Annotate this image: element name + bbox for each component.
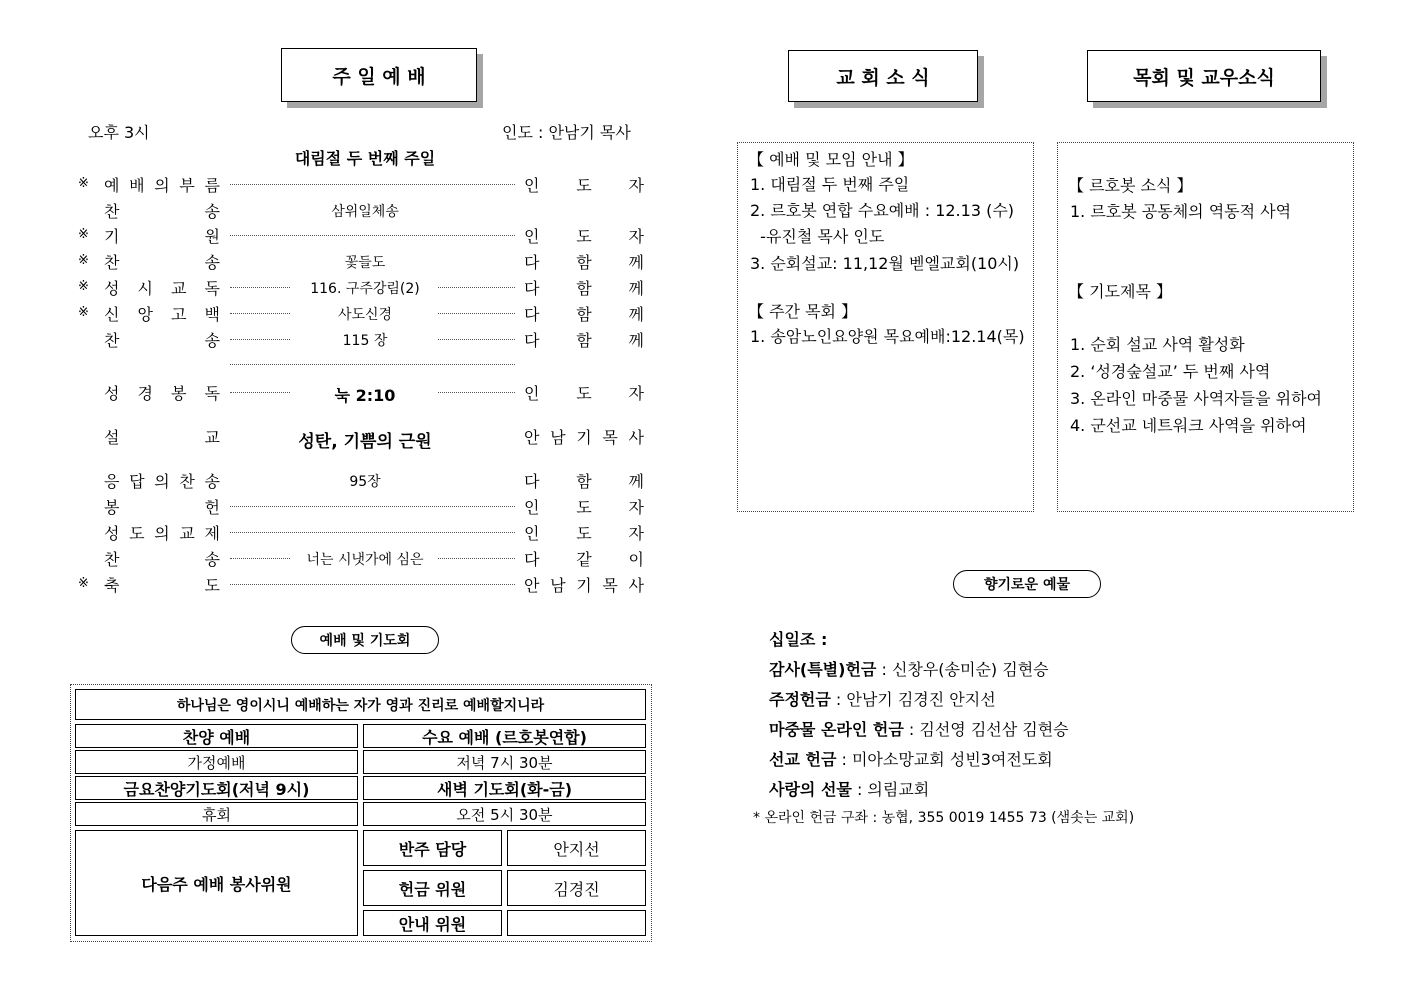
order-responsible: 인 도 자 xyxy=(524,384,644,403)
order-content: 성탄, 기쁨의 근원 xyxy=(298,432,432,452)
news-head-2: 【 주간 목회 】 xyxy=(748,302,858,321)
offering-label: 마중물 온라인 헌금 xyxy=(769,720,904,739)
news-item-4: 3. 순회설교: 11,12월 벧엘교회(10시) xyxy=(750,254,1020,273)
dotted-leader xyxy=(230,584,515,585)
order-label: 봉 헌 xyxy=(104,498,220,517)
order-label: 신 앙 고 백 xyxy=(104,305,220,324)
order-mark: ※ xyxy=(78,176,89,191)
value-dawn: 오전 5시 30분 xyxy=(363,802,646,826)
news-head-1: 【 예배 및 모임 안내 】 xyxy=(748,150,914,169)
dotted-leader xyxy=(438,392,515,393)
accompanist-label: 반주 담당 xyxy=(363,830,502,866)
order-responsible: 인 도 자 xyxy=(524,524,644,543)
order-label: 찬 송 xyxy=(104,331,220,350)
pastoral-head-1: 【 르호봇 소식 】 xyxy=(1068,176,1193,195)
order-responsible: 인 도 자 xyxy=(524,227,644,246)
worship-leader: 인도 : 안남기 목사 xyxy=(502,123,631,142)
pastoral-title: 목회 및 교우소식 xyxy=(1087,50,1321,102)
value-wednesday: 저녁 7시 30분 xyxy=(363,750,646,774)
offering-row xyxy=(769,687,996,710)
offering-row xyxy=(769,657,1049,680)
order-label: 찬 송 xyxy=(104,253,220,272)
dotted-leader xyxy=(438,558,515,559)
offering-label: 사랑의 선물 xyxy=(769,780,852,799)
servants-label: 다음주 예배 봉사위원 xyxy=(75,830,358,936)
offering-label: 선교 헌금 xyxy=(769,750,837,769)
order-content: 사도신경 xyxy=(337,307,393,323)
order-responsible: 다 함 께 xyxy=(524,472,644,491)
order-responsible: 다 같 이 xyxy=(524,550,644,569)
order-label: 성 도 의 교 제 xyxy=(104,524,220,543)
dotted-leader xyxy=(230,558,290,559)
order-content: 115 장 xyxy=(342,333,388,349)
offering-committee-value: 김경진 xyxy=(507,870,646,906)
order-responsible: 다 함 께 xyxy=(524,305,644,324)
header-dawn: 새벽 기도회(화-금) xyxy=(363,776,646,800)
order-content: 95장 xyxy=(349,474,381,490)
news-item-2: 2. 르호봇 연합 수요예배 : 12.13 (수) xyxy=(750,201,1015,220)
order-responsible: 안 남 기 목 사 xyxy=(524,576,644,595)
offering-names: : 안남기 김경진 안지선 xyxy=(830,690,996,709)
offering-names: : 김선영 김선삼 김현승 xyxy=(903,720,1069,739)
usher-label: 안내 위원 xyxy=(363,910,502,936)
offering-label: 주정헌금 xyxy=(769,690,831,709)
offering-row xyxy=(769,747,1053,770)
dotted-leader xyxy=(438,339,515,340)
order-content: 꽃들도 xyxy=(344,255,386,271)
dotted-leader xyxy=(230,235,515,236)
order-label: 성 경 봉 독 xyxy=(104,384,220,403)
value-praise: 가정예배 xyxy=(75,750,358,774)
verse-cell: 하나님은 영이시니 예배하는 자가 영과 진리로 예배할지니라 xyxy=(75,689,646,720)
offering-row xyxy=(769,717,1069,740)
order-content: 삼위일체송 xyxy=(331,204,399,220)
news-item-3: -유진철 목사 인도 xyxy=(750,227,885,246)
order-mark: ※ xyxy=(78,305,89,320)
accompanist-value: 안지선 xyxy=(507,830,646,866)
prayer-item-1: 1. 순회 설교 사역 활성화 xyxy=(1070,335,1245,354)
news-title: 교 회 소 식 xyxy=(788,50,978,102)
dotted-leader xyxy=(230,287,290,288)
order-mark: ※ xyxy=(78,253,89,268)
offering-row xyxy=(769,777,929,800)
pastoral-box xyxy=(1057,142,1354,512)
prayer-meeting-pill: 예배 및 기도회 xyxy=(291,626,439,654)
prayer-item-2: 2. ‘성경숲설교’ 두 번째 사역 xyxy=(1070,362,1271,381)
order-label: 설 교 xyxy=(104,428,220,447)
offering-names: : 의림교회 xyxy=(851,780,930,799)
pastoral-item-1: 1. 르호봇 공동체의 역동적 사역 xyxy=(1070,202,1292,221)
order-mark: ※ xyxy=(78,227,89,242)
dotted-leader xyxy=(230,339,290,340)
order-responsible: 다 함 께 xyxy=(524,253,644,272)
offering-pill: 향기로운 예물 xyxy=(953,570,1101,598)
dotted-leader xyxy=(438,313,515,314)
order-label: 축 도 xyxy=(104,576,220,595)
dotted-leader xyxy=(230,506,515,507)
order-responsible: 다 함 께 xyxy=(524,279,644,298)
dotted-leader xyxy=(230,532,515,533)
news-item-1: 1. 대림절 두 번째 주일 xyxy=(750,175,910,194)
offering-committee-label: 헌금 위원 xyxy=(363,870,502,906)
offering-label: 감사(특별)헌금 xyxy=(769,660,877,679)
value-friday: 휴회 xyxy=(75,802,358,826)
header-praise: 찬양 예배 xyxy=(75,724,358,748)
order-content: 너는 시냇가에 심은 xyxy=(306,552,424,568)
dotted-separator xyxy=(230,364,515,365)
header-friday: 금요찬양기도회(저녁 9시) xyxy=(75,776,358,800)
order-label: 기 원 xyxy=(104,227,220,246)
order-responsible: 다 함 께 xyxy=(524,331,644,350)
worship-subtitle: 대림절 두 번째 주일 xyxy=(294,149,436,168)
order-label: 찬 송 xyxy=(104,202,220,221)
dotted-leader xyxy=(230,184,515,185)
order-mark: ※ xyxy=(78,279,89,294)
offering-row xyxy=(769,627,827,650)
offering-names: : 신창우(송미순) 김현승 xyxy=(876,660,1049,679)
dotted-leader xyxy=(438,287,515,288)
order-label: 성 시 교 독 xyxy=(104,279,220,298)
order-label: 찬 송 xyxy=(104,550,220,569)
prayer-item-3: 3. 온라인 마중물 사역자들을 위하여 xyxy=(1070,389,1322,408)
offering-label: 십일조 : xyxy=(769,630,828,649)
prayer-item-4: 4. 군선교 네트워크 사역을 위하여 xyxy=(1070,416,1307,435)
order-content: 116. 구주강림(2) xyxy=(310,281,420,297)
news-item-5: 1. 송암노인요양원 목요예배:12.14(목) xyxy=(750,327,1025,346)
dotted-leader xyxy=(230,313,290,314)
order-label: 응 답 의 찬 송 xyxy=(104,472,220,491)
order-mark: ※ xyxy=(78,576,89,591)
dotted-leader xyxy=(230,392,290,393)
order-responsible: 인 도 자 xyxy=(524,498,644,517)
order-label: 예 배 의 부 름 xyxy=(104,176,220,195)
order-responsible: 인 도 자 xyxy=(524,176,644,195)
order-content: 눅 2:10 xyxy=(334,386,396,405)
header-wednesday: 수요 예배 (르호봇연합) xyxy=(363,724,646,748)
worship-time: 오후 3시 xyxy=(88,123,150,142)
usher-value xyxy=(507,910,646,936)
order-responsible: 안 남 기 목 사 xyxy=(524,428,644,447)
offering-names: : 미아소망교회 성빈3여전도회 xyxy=(836,750,1053,769)
worship-title: 주 일 예 배 xyxy=(281,48,477,102)
pastoral-head-2: 【 기도제목 】 xyxy=(1068,282,1172,301)
online-account-note: * 온라인 헌금 구좌 : 농협, 355 0019 1455 73 (샘솟는 교회) xyxy=(753,810,1135,826)
